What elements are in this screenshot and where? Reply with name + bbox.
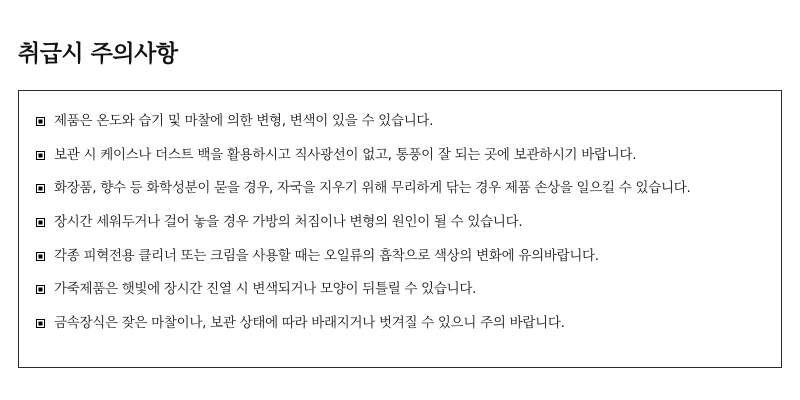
- list-item: [19, 315, 781, 331]
- filled-square-bullet-icon: [36, 218, 45, 227]
- notice-text: 보관 시 케이스나 더스트 백을 활용하시고 직사광선이 없고, 통풍이 잘 되는 곳에 보관하시기 바랍니다.: [54, 146, 637, 163]
- list-item: [19, 248, 781, 264]
- filled-square-bullet-icon: [36, 184, 45, 193]
- notice-list: [19, 91, 781, 331]
- filled-square-bullet-icon: [36, 117, 45, 126]
- filled-square-bullet-icon: [36, 285, 45, 294]
- list-item: [19, 281, 781, 297]
- notice-text: 장시간 세워두거나 걸어 놓을 경우 가방의 처짐이나 변형의 원인이 될 수 있습니다.: [54, 214, 523, 231]
- list-item: [19, 214, 781, 230]
- notice-text: 각종 피혁전용 클리너 또는 크림을 사용할 때는 오일류의 흡착으로 색상의 변화에 유의바랍니다.: [54, 247, 599, 264]
- notice-box: [18, 90, 782, 368]
- page-title: 취급시 주의사항: [18, 41, 178, 68]
- list-item: [19, 147, 781, 163]
- filled-square-bullet-icon: [36, 151, 45, 160]
- filled-square-bullet-icon: [36, 252, 45, 261]
- notice-text: 금속장식은 잦은 마찰이나, 보관 상태에 따라 바래지거나 벗겨질 수 있으니 주의 바랍니다.: [54, 315, 565, 332]
- notice-text: 화장품, 향수 등 화학성분이 묻을 경우, 자국을 지우기 위해 무리하게 닦는 경우 제품 손상을 일으킬 수 있습니다.: [54, 180, 691, 197]
- list-item: [19, 113, 781, 129]
- filled-square-bullet-icon: [36, 319, 45, 328]
- list-item: [19, 180, 781, 196]
- notice-text: 가죽제품은 햇빛에 장시간 진열 시 변색되거나 모양이 뒤틀릴 수 있습니다.: [54, 281, 477, 298]
- notice-text: 제품은 온도와 습기 및 마찰에 의한 변형, 변색이 있을 수 있습니다.: [54, 113, 434, 129]
